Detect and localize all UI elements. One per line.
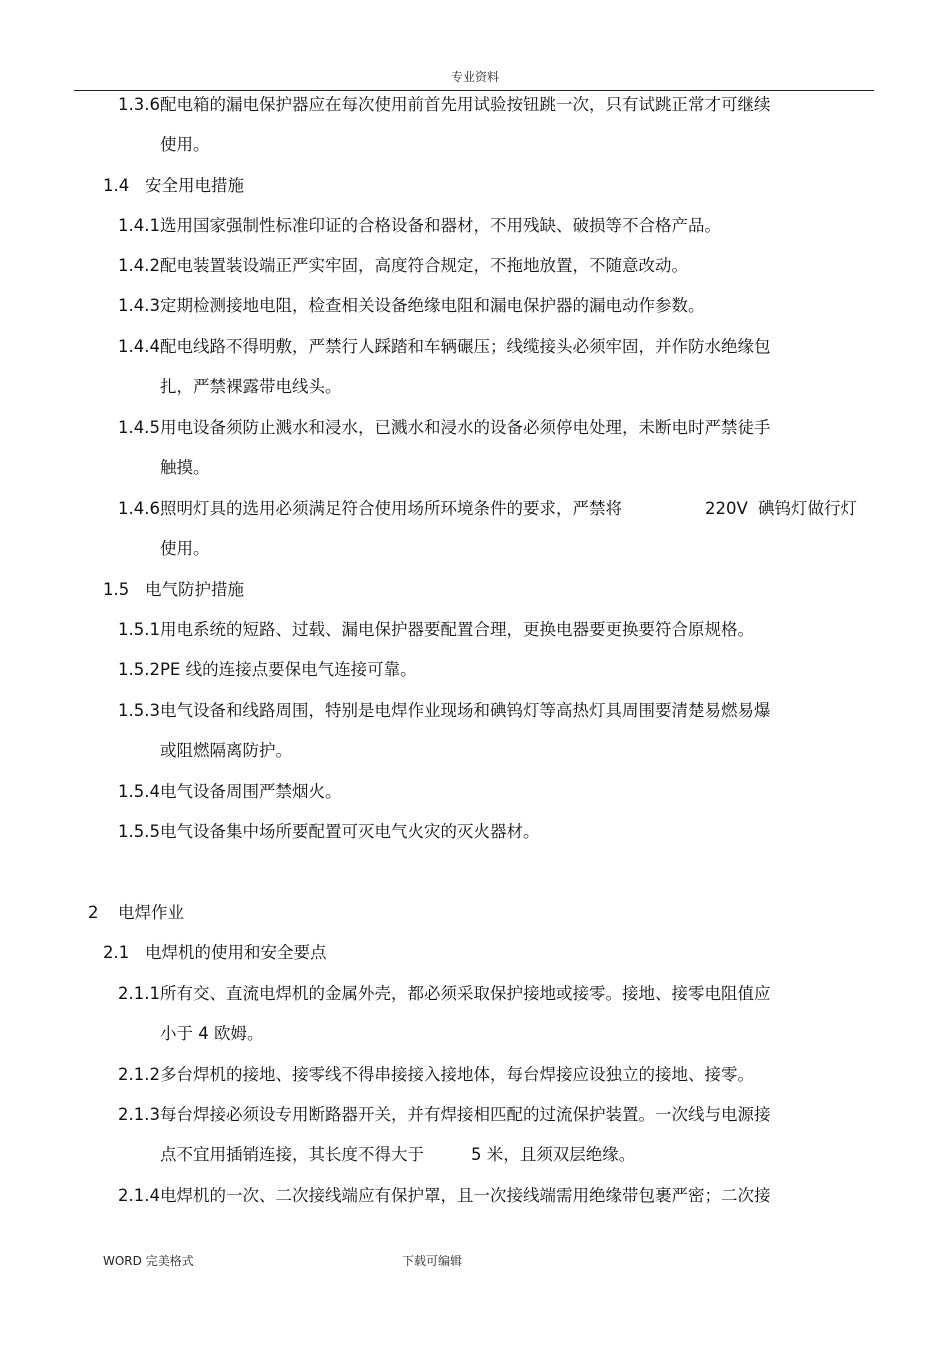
clause-text: 电气设备和线路周围，特别是电焊作业现场和碘钨灯等高热灯具周围要清楚易燃易爆 bbox=[159, 701, 771, 720]
clause-text-end: 碘钨灯做行灯 bbox=[758, 499, 857, 518]
clause-number: 1.5.2 bbox=[118, 660, 160, 679]
chapter-number: 2 bbox=[88, 903, 99, 922]
clause-number: 1.4.4 bbox=[118, 337, 160, 356]
clause-continuation: 或阻燃隔离防护。 bbox=[160, 741, 292, 760]
clause-text: 用电系统的短路、过载、漏电保护器要配置合理，更换电器要更换要符合原规格。 bbox=[159, 620, 754, 639]
clause-text: 照明灯具的选用必须满足符合使用场所环境条件的要求，严禁将 bbox=[159, 499, 622, 518]
clause-1-4-3 bbox=[118, 296, 704, 316]
clause-number: 2.1.3 bbox=[118, 1105, 160, 1124]
clause-text: 定期检测接地电阻，检查相关设备绝缘电阻和漏电保护器的漏电动作参数。 bbox=[159, 296, 705, 315]
clause-1-5-5 bbox=[118, 822, 539, 842]
clause-2-1-4 bbox=[118, 1186, 770, 1206]
clause-number: 1.5.3 bbox=[118, 701, 160, 720]
clause-number: 1.4.5 bbox=[118, 418, 160, 437]
section-title: 电气防护措施 bbox=[145, 580, 244, 599]
chapter-title: 电焊作业 bbox=[118, 903, 184, 922]
clause-number: 1.4.3 bbox=[118, 296, 160, 315]
clause-1-5-1 bbox=[118, 620, 754, 640]
clause-2-1-3 bbox=[118, 1105, 770, 1125]
section-title: 安全用电措施 bbox=[145, 176, 244, 195]
clause-text: 每台焊接必须设专用断路器开关，并有焊接相匹配的过流保护装置。一次线与电源接 bbox=[159, 1105, 771, 1124]
clause-text: 配电箱的漏电保护器应在每次使用前首先用试验按钮跳一次，只有试跳正常才可继续 bbox=[159, 95, 771, 114]
clause-number: 2.1.4 bbox=[118, 1186, 160, 1205]
page-header: 专业资料 bbox=[450, 70, 499, 84]
header-rule bbox=[74, 90, 874, 91]
clause-continuation-end: 5 米，且须双层绝缘。 bbox=[471, 1145, 636, 1164]
clause-text: 配电线路不得明敷，严禁行人踩踏和车辆碾压；线缆接头必须牢固，并作防水绝缘包 bbox=[159, 337, 771, 356]
clause-number: 2.1.2 bbox=[118, 1065, 160, 1084]
section-1-5 bbox=[103, 580, 244, 600]
clause-text: 多台焊机的接地、接零线不得串接接入接地体，每台焊接应设独立的接地、接零。 bbox=[159, 1065, 754, 1084]
clause-text: 电气设备集中场所要配置可灭电气火灾的灭火器材。 bbox=[159, 822, 540, 841]
voltage-value: 220V bbox=[705, 499, 748, 518]
clause-1-3-6 bbox=[118, 95, 770, 115]
footer-center: 下载可编辑 bbox=[402, 1254, 463, 1268]
clause-number: 1.5.5 bbox=[118, 822, 160, 841]
section-number: 1.5 bbox=[103, 580, 130, 599]
footer-left: WORD 完美格式 bbox=[103, 1254, 194, 1268]
clause-1-4-5 bbox=[118, 418, 770, 438]
clause-continuation: 点不宜用插销连接，其长度不得大于 bbox=[160, 1145, 424, 1164]
section-number: 2.1 bbox=[103, 943, 130, 962]
clause-number: 1.5.1 bbox=[118, 620, 160, 639]
clause-number: 1.4.1 bbox=[118, 216, 160, 235]
clause-continuation: 使用。 bbox=[160, 539, 210, 558]
chapter-2 bbox=[88, 903, 184, 923]
section-title: 电焊机的使用和安全要点 bbox=[145, 943, 327, 962]
clause-number: 1.3.6 bbox=[118, 95, 160, 114]
clause-1-4-2 bbox=[118, 256, 688, 276]
clause-2-1-1 bbox=[118, 984, 770, 1004]
clause-number: 1.4.2 bbox=[118, 256, 160, 275]
clause-text: 用电设备须防止溅水和浸水，已溅水和浸水的设备必须停电处理，未断电时严禁徒手 bbox=[159, 418, 771, 437]
clause-continuation: 小于 4 欧姆。 bbox=[160, 1024, 264, 1043]
clause-number: 1.5.4 bbox=[118, 782, 160, 801]
clause-1-5-3 bbox=[118, 701, 770, 721]
clause-2-1-2 bbox=[118, 1065, 754, 1085]
clause-continuation: 触摸。 bbox=[160, 458, 210, 477]
clause-1-5-2 bbox=[118, 660, 417, 680]
clause-text: 电气设备周围严禁烟火。 bbox=[159, 782, 342, 801]
clause-1-4-1 bbox=[118, 216, 721, 236]
clause-text: 电焊机的一次、二次接线端应有保护罩，且一次接线端需用绝缘带包裹严密；二次接 bbox=[159, 1186, 771, 1205]
clause-text: 配电装置装设端正严实牢固，高度符合规定，不拖地放置，不随意改动。 bbox=[159, 256, 688, 275]
clause-text: 所有交、直流电焊机的金属外壳，都必须采取保护接地或接零。接地、接零电阻值应 bbox=[159, 984, 771, 1003]
clause-1-4-6 bbox=[118, 499, 622, 519]
clause-continuation: 扎，严禁裸露带电线头。 bbox=[160, 377, 342, 396]
clause-number: 1.4.6 bbox=[118, 499, 160, 518]
section-2-1 bbox=[103, 943, 327, 963]
clause-1-5-4 bbox=[118, 782, 341, 802]
section-number: 1.4 bbox=[103, 176, 130, 195]
clause-continuation: 使用。 bbox=[160, 135, 210, 154]
clause-number: 2.1.1 bbox=[118, 984, 160, 1003]
section-1-4 bbox=[103, 176, 244, 196]
clause-1-4-4 bbox=[118, 337, 770, 357]
clause-text: 选用国家强制性标准印证的合格设备和器材，不用残缺、破损等不合格产品。 bbox=[159, 216, 721, 235]
clause-text: PE 线的连接点要保电气连接可靠。 bbox=[159, 660, 417, 679]
